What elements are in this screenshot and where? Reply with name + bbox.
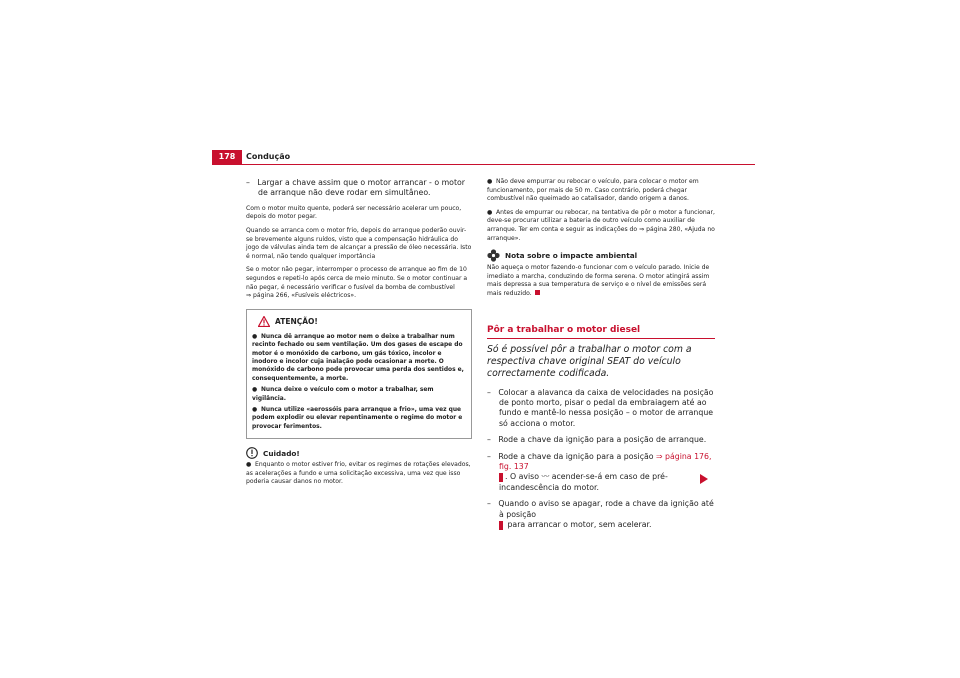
warning-title: ATENÇÃO!: [275, 316, 318, 326]
step-ignition: – Rode a chave da ignição para a posição de arranque.: [487, 435, 707, 445]
flower-icon: [487, 249, 500, 262]
step-neutral: – Colocar a alavanca da caixa de velocidades na posição de ponto morto, pisar o pedal da embraiagem até ao fundo e mantê-lo nessa posição – o motor de arranque só acciona o motor.: [487, 387, 714, 428]
position-badge-a1: A1: [499, 473, 503, 482]
environment-title: Nota sobre o impacte ambiental: [505, 251, 638, 261]
left-column: [246, 178, 472, 492]
end-marker-icon: [535, 290, 540, 295]
right-column: [487, 178, 715, 536]
diesel-heading: Pôr a trabalhar o motor diesel: [487, 324, 641, 335]
warning-item: ● Nunca deixe o veículo com o motor a trabalhar, sem vigilância.: [252, 387, 434, 402]
diesel-intro: Só é possível pôr a trabalhar o motor com a respectiva chave original SEAT do veículo correctamente codificada.: [487, 343, 692, 379]
warning-box: [246, 309, 472, 439]
bullet-item: ● Não deve empurrar ou rebocar o veículo, para colocar o motor em funcionamento, por mais de 50 m. Caso contrário, poderá chegar combustível não queimado ao catalisador, dando origem a danos.: [487, 178, 699, 203]
warning-item: ● Nunca dê arranque ao motor nem o deixe a trabalhar num recinto fechado ou sem ventilação. Um dos gases de escape do motor é o monóxido de carbono, um gás tóxico, incolor e inodoro e incolor cuja inalação pode ocasionar a morte. O monóxido de carbono pode provocar uma perda dos sentidos e, consequentemente, a morte.: [252, 333, 464, 382]
paragraph-hot-engine: Com o motor muito quente, poderá ser necessário acelerar um pouco, depois do motor pegar.: [246, 204, 462, 221]
header-rule: [212, 164, 755, 165]
caution-item: ● Enquanto o motor estiver frio, evitar os regimes de rotações elevados, as acelerações a fundo e uma solicitação excessiva, uma vez que isso poderia causar danos no motor.: [246, 461, 471, 486]
paragraph-no-start: Se o motor não pegar, interromper o processo de arranque ao fim de 10 segundos e repeti-lo após cerca de meio minuto. Se o motor continuar a não pegar, é necessário verificar o fusível da bomba de combustível ⇒ página 266, «Fusíveis eléctricos».: [246, 266, 468, 300]
fuse-link[interactable]: ⇒ página 266, «Fusíveis eléctricos».: [246, 292, 357, 300]
environment-text: Não aqueça o motor fazendo-o funcionar com o veículo parado. Inicie de imediato a marcha, conduzindo de forma serena. O motor atingirá assim mais depressa a sua temperatura de serviço e o nível de emissões será mais reduzido.: [487, 264, 710, 297]
paragraph-cold-engine: Quando se arranca com o motor frio, depois do arranque poderão ouvir-se brevemente alguns ruídos, visto que a compensação hidráulica do jogo de válvulas ainda tem de alcançar a pressão de óleo necessária. Isto é normal, não tendo qualquer importância: [246, 227, 472, 260]
step-preglow: – Rode a chave da ignição para a posição ⇒ página 176, fig. 137 A1 . O aviso 〰 acender-se-á em caso de pré-incandescência do motor.: [487, 451, 712, 492]
warning-triangle-icon: [258, 316, 270, 327]
environment-header: [487, 249, 715, 262]
caution-header: [246, 447, 472, 459]
caution-icon: [246, 447, 258, 459]
page-number: 178: [212, 150, 242, 164]
position-badge-a2: A2: [499, 521, 503, 530]
bullet-item: ● Antes de empurrar ou rebocar, na tentativa de pôr o motor a funcionar, deve-se procurar utilizar a bateria de outro veículo como auxiliar de arranque. Ter em conta e seguir as indicações do ⇒ página 280, «Ajuda no arranque».: [487, 208, 715, 242]
section-title: Condução: [246, 152, 291, 161]
warning-item: ● Nunca utilize «aerossóis para arranque a frio», uma vez que podem explodir ou elevar repentinamente o regime do motor e provocar ferimentos.: [252, 407, 463, 430]
step-release-key: – Largar a chave assim que o motor arrancar - o motor de arranque não deve rodar em simultâneo.: [246, 178, 465, 198]
warning-header: [258, 316, 466, 327]
diesel-rule: [487, 338, 715, 339]
figure-link[interactable]: ⇒ página 176, fig. 137: [499, 451, 712, 471]
next-page-arrow-icon: [700, 474, 708, 484]
step-start: – Quando o aviso se apagar, rode a chave da ignição até à posição A2 para arrancar o motor, sem acelerar.: [487, 499, 714, 529]
caution-title: Cuidado!: [263, 448, 300, 458]
